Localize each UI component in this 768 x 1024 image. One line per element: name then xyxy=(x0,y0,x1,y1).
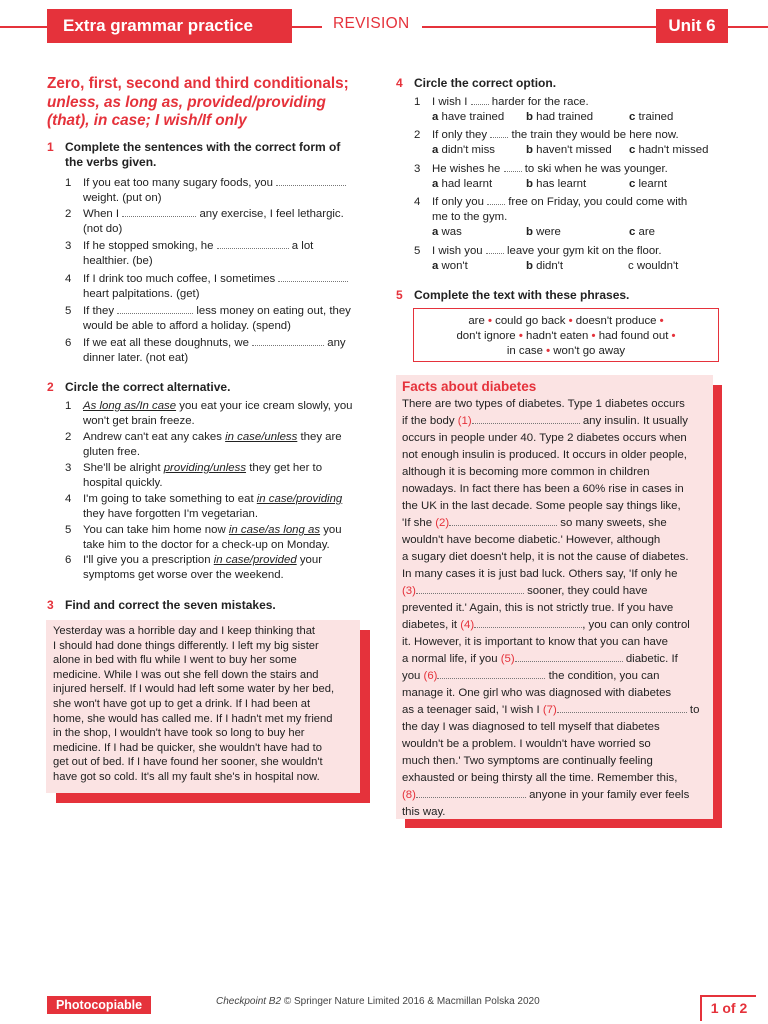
text-line: home, she would has called me. If I hadn't met my friend xyxy=(53,712,333,725)
text-line: much then.' Two symptoms are continually feeling xyxy=(402,755,653,767)
option-b[interactable]: b didn't xyxy=(526,260,564,272)
phrase-row: don't ignore • hadn't eaten • had found out • xyxy=(456,330,676,342)
option-c[interactable]: c hadn't missed xyxy=(629,144,709,156)
answer-gap[interactable] xyxy=(472,414,580,424)
answer-gap[interactable] xyxy=(449,516,557,526)
phrase-box xyxy=(413,308,719,362)
alternative-option[interactable]: in case/as long as xyxy=(228,524,321,536)
option-c[interactable]: c wouldn't xyxy=(628,260,679,272)
text-line: this way. xyxy=(402,806,446,818)
header-rule-left xyxy=(0,26,47,28)
text-line: get out of bed. If I have found her sooner, she wouldn't xyxy=(53,756,323,769)
gap-number: (1) xyxy=(457,415,472,427)
facts-box-shadow xyxy=(713,385,722,828)
phrase: hadn't eaten xyxy=(525,330,589,342)
option-b[interactable]: b had trained xyxy=(526,111,594,123)
facts-box-shadow-bottom xyxy=(405,819,722,828)
text-line: alone in bed with flu while I went to buy her some xyxy=(53,654,297,667)
answer-gap[interactable] xyxy=(515,652,623,662)
text-line: There are two types of diabetes. Type 1 diabetes occurs xyxy=(402,398,685,410)
text-line: occurs in people under 40. Type 2 diabetes occurs when xyxy=(402,432,687,444)
text-line: have got so cold. It's all my fault she's in hospital now. xyxy=(53,771,320,783)
copyright-text: Checkpoint B2 © Springer Nature Limited 2016 & Macmillan Polska 2020 xyxy=(216,996,540,1007)
text-line: medicine. If I had be quicker, she wouldn't have had to xyxy=(53,741,322,754)
text-line: (8) anyone in your family ever feels xyxy=(402,789,690,801)
header-title: Extra grammar practice xyxy=(63,16,253,35)
answer-gap[interactable] xyxy=(416,584,524,594)
page-number: 1 of 2 xyxy=(700,995,756,1021)
topic-title xyxy=(47,75,377,131)
ex3-number: 3 xyxy=(47,598,54,612)
text-line: wouldn't have become diabetic.' However, although xyxy=(402,534,661,546)
alternative-option[interactable]: in case/unless xyxy=(225,431,298,443)
option-b[interactable]: b has learnt xyxy=(526,178,587,190)
facts-text-box xyxy=(396,375,713,819)
option-a[interactable]: a won't xyxy=(432,260,468,272)
option-c[interactable]: c are xyxy=(629,226,655,238)
option-a[interactable]: a didn't miss xyxy=(432,144,495,156)
header-rule-mid1 xyxy=(292,26,322,28)
answer-gap[interactable] xyxy=(486,244,504,254)
ex5-number: 5 xyxy=(396,288,403,302)
phrase-row: in case • won't go away xyxy=(506,345,626,357)
gap-number: (8) xyxy=(402,789,416,801)
gap-number: (6) xyxy=(423,670,438,682)
text-line: I should had done things differently. I left my big sister xyxy=(53,639,319,652)
text-line: a normal life, if you (5) diabetic. If xyxy=(402,653,678,665)
gap-number: (7) xyxy=(542,704,557,716)
option-a[interactable]: a was xyxy=(432,226,462,238)
gap-number: (3) xyxy=(402,585,416,597)
header-unit: Unit 6 xyxy=(668,16,716,35)
header-unit-box xyxy=(656,9,728,43)
phrase-row: are • could go back • doesn't produce • xyxy=(468,315,664,327)
gap-number: (4) xyxy=(460,619,475,631)
answer-gap[interactable] xyxy=(217,239,289,249)
text-line: it. However, it is important to know that you can have xyxy=(402,636,668,648)
text-line: medicine. While I was out she fell down the stairs and xyxy=(53,668,319,681)
header-section: REVISION xyxy=(333,15,410,32)
text-line: if the body (1) any insulin. It usually xyxy=(402,415,688,427)
text-line: not enough insulin is produced. It occurs in older people, xyxy=(402,449,687,461)
alternative-option[interactable]: As long as/In case xyxy=(83,400,177,412)
header-rule-mid2 xyxy=(422,26,656,28)
text-line: injured herself. If I would had left some water by her bed, xyxy=(53,683,335,696)
answer-gap[interactable] xyxy=(252,336,324,346)
text-line: In many cases it is just bad luck. Others say, 'If only he xyxy=(402,568,678,580)
facts-title: Facts about diabetes xyxy=(402,379,537,394)
text-line: a sugary diet doesn't help, it is not the cause of diabetes. xyxy=(402,551,689,563)
phrase: could go back xyxy=(495,315,566,327)
alternative-option[interactable]: providing/unless xyxy=(163,462,247,474)
alternative-option[interactable]: in case/providing xyxy=(256,493,343,505)
text-line: in the shop, I wouldn't have took so long to buy her xyxy=(53,727,305,740)
topic-line-3: (that), in case; I wish/If only xyxy=(47,112,247,129)
text-line: 'If she (2) so many sweets, she xyxy=(402,517,667,529)
option-c[interactable]: c trained xyxy=(629,111,674,123)
text-line: manage it. One girl who was diagnosed with diabetes xyxy=(402,687,672,699)
header-title-box xyxy=(47,9,292,43)
ex2-number: 2 xyxy=(47,380,54,394)
phrase: had found out xyxy=(598,330,669,342)
ex4-number: 4 xyxy=(396,76,403,90)
gap-number: (2) xyxy=(435,517,450,529)
text-line: the day I was diagnosed to tell myself that diabetes xyxy=(402,721,660,733)
text-line: nowadays. In fact there has been a 60% rise in cases in xyxy=(402,483,684,495)
answer-gap[interactable] xyxy=(504,162,522,172)
ex1-number: 1 xyxy=(47,140,54,154)
text-line: you (6) the condition, you can xyxy=(402,670,660,682)
ex3-text-box xyxy=(46,620,360,793)
answer-gap[interactable] xyxy=(471,95,489,105)
option-c[interactable]: c learnt xyxy=(629,178,668,190)
text-line: prevented it.' Again, this is not strictly true. If you have xyxy=(402,602,674,614)
option-a[interactable]: a have trained xyxy=(432,111,505,123)
gap-number: (5) xyxy=(500,653,515,665)
answer-gap[interactable] xyxy=(278,272,348,282)
phrase: don't ignore xyxy=(456,330,516,342)
option-a[interactable]: a had learnt xyxy=(432,178,493,190)
text-line: Yesterday was a horrible day and I keep thinking that xyxy=(53,625,316,637)
text-line: as a teenager said, 'I wish I (7) to xyxy=(402,704,700,716)
answer-gap[interactable] xyxy=(276,176,346,186)
topic-line-2: unless, as long as, provided/providing xyxy=(47,93,326,111)
text-line: diabetes, it (4) , you can only control xyxy=(402,619,690,631)
photocopiable-badge: Photocopiable xyxy=(47,996,151,1014)
phrase: doesn't produce xyxy=(575,315,657,327)
answer-gap[interactable] xyxy=(117,304,193,314)
answer-gap[interactable] xyxy=(487,195,505,205)
text-line: exhausted or being thirsty all the time. Remember this, xyxy=(402,772,678,784)
answer-gap[interactable] xyxy=(437,669,545,679)
answer-gap[interactable] xyxy=(474,618,582,628)
answer-gap[interactable] xyxy=(122,207,196,217)
option-b[interactable]: b were xyxy=(526,226,561,238)
text-line: she won't have got up to get a drink. If I had been at xyxy=(53,698,311,710)
phrase: in case xyxy=(506,345,543,357)
topic-line-1: Zero, first, second and third conditionals; xyxy=(47,75,349,92)
answer-gap[interactable] xyxy=(490,128,508,138)
answer-gap[interactable] xyxy=(416,788,526,798)
option-b[interactable]: b haven't missed xyxy=(526,144,612,156)
phrase: won't go away xyxy=(553,345,626,357)
phrase: are xyxy=(468,315,485,327)
text-line: although it is becoming more common in children xyxy=(402,466,650,478)
alternative-option[interactable]: in case/provided xyxy=(213,554,297,566)
ex3-box-shadow xyxy=(360,630,370,803)
text-line: the UK in the last decade. Some people say things like, xyxy=(402,500,681,512)
header-rule-right xyxy=(728,26,768,28)
text-line: (3) sooner, they could have xyxy=(402,585,648,597)
text-line: wouldn't be a problem. I wouldn't have worried so xyxy=(402,738,651,750)
ex3-box-shadow-bottom xyxy=(56,793,370,803)
answer-gap[interactable] xyxy=(557,703,687,713)
